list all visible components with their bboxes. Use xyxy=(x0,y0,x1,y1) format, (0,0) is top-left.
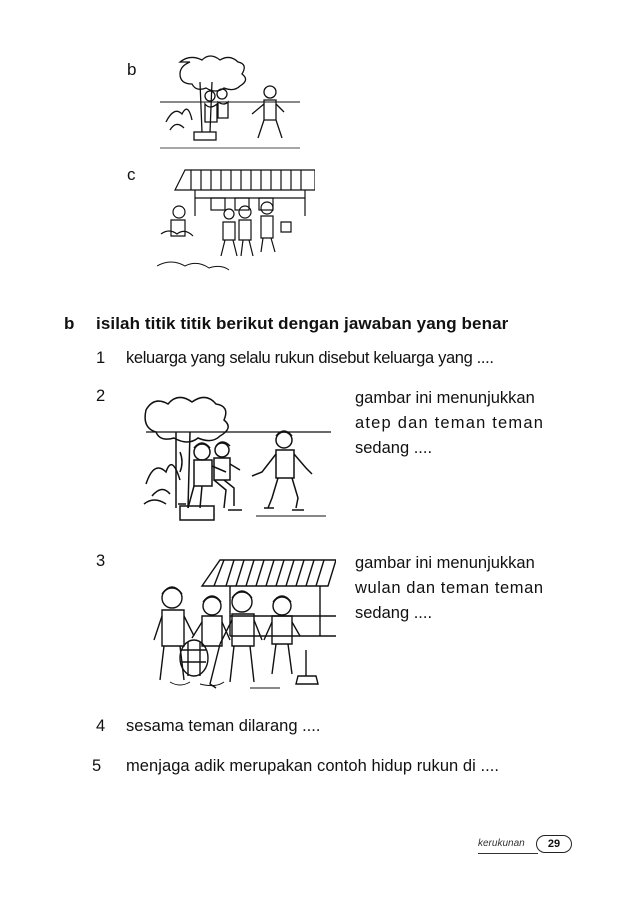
question-3-text xyxy=(355,551,577,626)
cleaning-yard-illustration-small xyxy=(155,166,315,278)
question-5-number: 5 xyxy=(92,757,102,775)
question-2-line-2: atep dan teman teman xyxy=(355,414,545,432)
question-3-line-3: sedang .... xyxy=(355,604,433,622)
question-4-number: 4 xyxy=(96,717,106,735)
section-letter: b xyxy=(64,314,75,333)
question-3-line-2: wulan dan teman teman xyxy=(355,579,544,597)
question-2-line-1: gambar ini menunjukkan xyxy=(355,389,535,407)
question-1-text: keluarga yang selalu rukun disebut keluarga yang .... xyxy=(126,349,494,367)
question-3-number: 3 xyxy=(96,552,106,570)
footer-rule xyxy=(478,853,538,854)
option-letter-c: c xyxy=(127,165,136,184)
question-3-line-1: gambar ini menunjukkan xyxy=(355,554,535,572)
question-2-number: 2 xyxy=(96,387,106,405)
question-5-text: menjaga adik merupakan contoh hidup rukun di .... xyxy=(126,757,500,775)
page-number: 29 xyxy=(536,835,572,853)
play-under-tree-illustration-small xyxy=(160,52,300,150)
question-2-line-3: sedang .... xyxy=(355,439,433,457)
section-heading: isilah titik titik berikut dengan jawaban yang benar xyxy=(96,314,509,333)
question-4-text: sesama teman dilarang .... xyxy=(126,717,321,735)
cleaning-yard-illustration xyxy=(150,554,336,704)
question-1-number: 1 xyxy=(96,349,106,367)
option-letter-b: b xyxy=(127,60,137,79)
footer-chapter-label: kerukunan xyxy=(478,838,525,849)
question-2-text xyxy=(355,386,577,461)
play-under-tree-illustration xyxy=(136,392,331,528)
